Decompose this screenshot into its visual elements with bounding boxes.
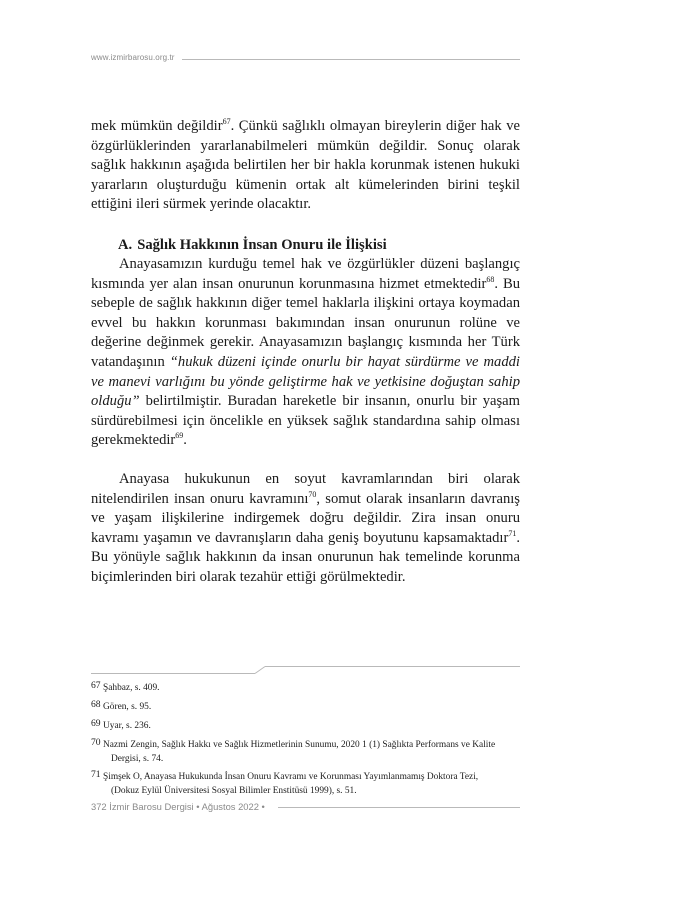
footnote-ref-68[interactable]: 68 [486, 274, 495, 284]
footnote-70 [91, 739, 520, 766]
footnote-number: 71 [91, 769, 101, 780]
page-footer [91, 800, 520, 814]
paragraph-2-text-2: . Bu sebeple de sağlık hakkının diğer temel haklarla ilişkini ortaya koymadan evvel bu hakkın korunması bakımından insan onurunun rolüne ve değerine değinmek gerekir. Anayasamızın başlangıç kısmında her Türk vatandaşının [91, 275, 521, 370]
section-heading-number: A. [118, 237, 133, 253]
paragraph-3-text-2: , somut olarak insanların davranış ve yaşam ilişkilerine indirgemek doğru değildir. Zira insan onuru kavramı yaşamın ve davranışların daha geniş boyutunu kapsamaktadır [91, 490, 520, 546]
section-heading-text: Sağlık Hakkının İnsan Onuru ile İlişkisi [137, 237, 387, 253]
footnote-68 [91, 701, 520, 715]
header-url: www.izmirbarosu.org.tr [91, 53, 175, 62]
footnote-number: 70 [91, 737, 101, 748]
footnote-text-continued: Dergisi, s. 74. [111, 753, 164, 764]
footnote-divider [91, 658, 520, 674]
footnote-text: Gören, s. 95. [103, 702, 152, 712]
footnote-text: Şahbaz, s. 409. [103, 683, 160, 693]
footnote-ref-69[interactable]: 69 [175, 431, 184, 441]
footnote-ref-67[interactable]: 67 [222, 117, 231, 126]
footnote-number: 69 [91, 718, 101, 729]
footnote-number: 68 [91, 699, 101, 710]
paragraph-3 [91, 470, 520, 588]
footnote-text: Nazmi Zengin, Sağlık Hakkı ve Sağlık Hizmetlerinin Sunumu, 2020 1 (1) Sağlıkta Performans ve Kalite [103, 740, 496, 750]
paragraph-2 [91, 255, 520, 451]
header-rule [182, 59, 520, 60]
page-header [91, 52, 520, 68]
footnote-ref-70[interactable]: 70 [308, 489, 317, 499]
footnote-67 [91, 682, 520, 696]
paragraph-2-text-4: . [183, 432, 187, 449]
footer-text: 372 İzmir Barosu Dergisi • Ağustos 2022 • [91, 801, 265, 812]
constitution-quote: “hukuk düzeni içinde onurlu bir hayat sürdürme ve maddi ve manevi varlığını bu yönde geliştirme hak ve yetkisine doğuştan sahip olduğu” [91, 353, 520, 410]
footnote-71 [91, 771, 520, 798]
body-text [91, 117, 520, 587]
section-heading [118, 236, 518, 255]
paragraph-2-text-1: Anayasamızın kurduğu temel hak ve özgürlükler düzeni başlangıç kısmında yer alan insan onurunun korunmasına hizmet etmektedir [91, 255, 520, 292]
footnote-text: Şimşek O, Anayasa Hukukunda İnsan Onuru Kavramı ve Korunması Yayımlanmamış Doktora Tezi, [103, 772, 479, 782]
paragraph-1-text-1: mek mümkün değildir [91, 118, 223, 134]
paragraph-3-text-3: . Bu yönüyle sağlık hakkının da insan onurunun hak temelinde korunma biçimlerinden biri olarak tezahür ettiği görülmektedir. [91, 529, 520, 585]
paragraph-1-text-2: . Çünkü sağlıklı olmayan bireylerin diğer hak ve özgürlüklerinden yararlanabilmeleri mümkün değildir. Sonuç olarak sağlık hakkının aşağıda belirtilen her bir hakla korunmak istenen hukuki yararların oluşturduğu kümenin ortak alt kümelerinden birini teşkil ettiğini ileri sürmek yerinde olacaktır. [91, 118, 520, 213]
footnote-ref-71[interactable]: 71 [508, 528, 517, 538]
paragraph-3-text-1: Anayasa hukukunun en soyut kavramlarından biri olarak nitelendirilen insan onuru kavramını [91, 470, 520, 507]
footnote-69 [91, 720, 520, 734]
paragraph-1 [91, 117, 520, 215]
paragraph-2-text-3: belirtilmiştir. Buradan hareketle bir insanın, onurlu bir yaşam sürdürebilmesi için öncelikle en yüksek sağlık standardına sahip olması gerekmektedir [91, 393, 520, 449]
footer-rule [278, 807, 520, 808]
footnote-text-continued: (Dokuz Eylül Üniversitesi Sosyal Bilimler Enstitüsü 1999), s. 51. [111, 785, 357, 796]
footnote-text: Uyar, s. 236. [103, 721, 151, 731]
footnote-number: 67 [91, 680, 101, 691]
